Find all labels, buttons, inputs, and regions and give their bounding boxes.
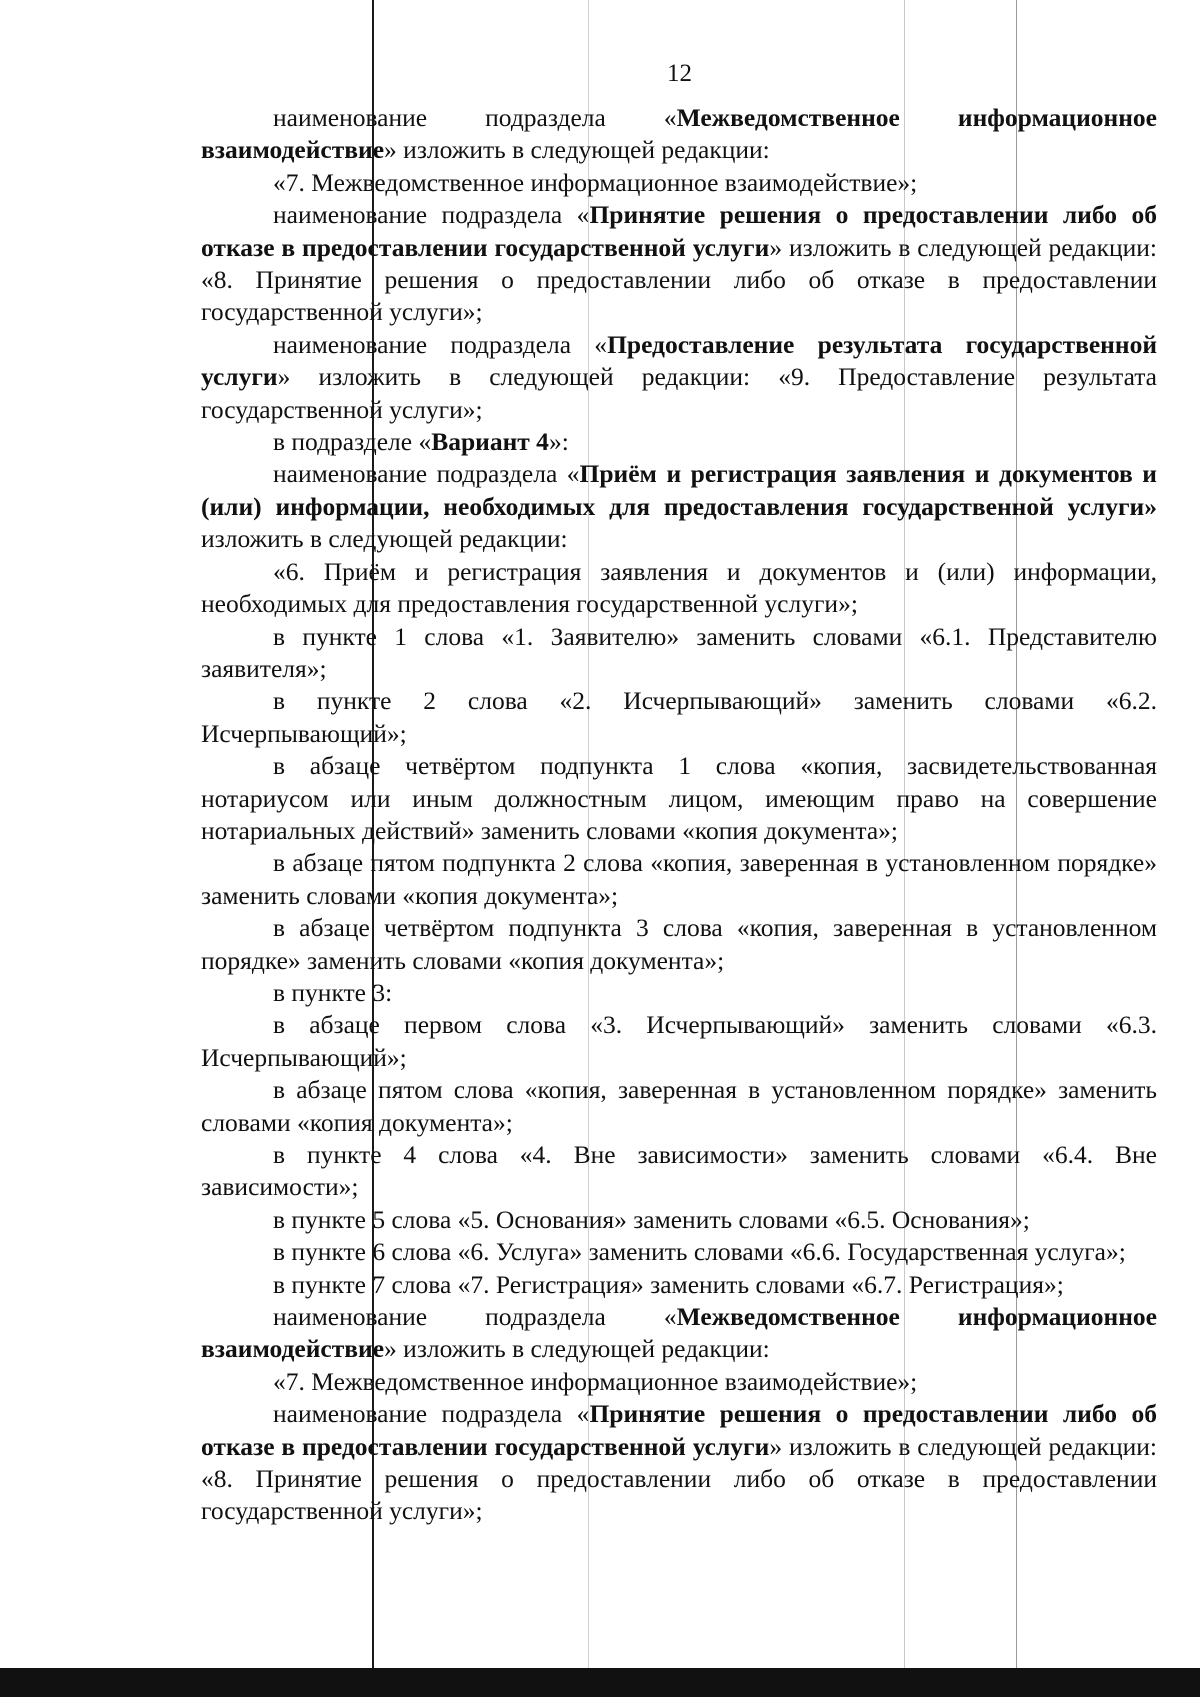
bold-text-segment: Принятие решения о предоставлении либо об отказе в предоставлении государственной услуги [201,1399,1157,1461]
text-segment: » изложить в следующей редакции: «9. Предоставление результата государственной услуги»; [201,362,1157,424]
bold-text-segment: Межведомственное информационное взаимодействие [201,1302,1158,1364]
text-segment: »: [548,427,569,457]
paragraph [201,1009,1157,1074]
text-segment: в пункте 2 слова «2. Исчерпывающий» заменить словами «6.2. Исчерпывающий»; [201,686,1157,748]
text-segment: » изложить в следующей редакции: [384,1334,770,1364]
text-segment: наименование подраздела « [273,1302,677,1332]
paragraph [201,458,1157,555]
text-segment: » изложить в следующей редакции: «8. Принятие решения о предоставлении либо об отказе в предоставлении государственной услуги»; [201,232,1157,327]
bold-text-segment: Принятие решения о предоставлении либо об отказе в предоставлении государственной услуги [201,200,1157,262]
text-segment: наименование подраздела « [273,103,677,132]
page-number: 12 [667,60,692,87]
bold-text-segment: Межведомственное информационное взаимодействие [201,103,1158,165]
paragraph [201,750,1157,847]
paragraph [201,167,1157,199]
paragraph [201,621,1157,686]
text-segment: наименование подраздела « [273,200,590,230]
paragraph [201,1204,1157,1236]
text-segment: в пункте 3: [273,977,393,1007]
text-segment: в пункте 1 слова «1. Заявителю» заменить словами «6.1. Представителю заявителя»; [201,621,1157,683]
text-segment: «7. Межведомственное информационное взаимодействие»; [273,1366,918,1396]
document-body [201,102,1157,1528]
paragraph [201,556,1157,621]
paragraph [201,102,1157,167]
paragraph [201,912,1157,977]
paragraph [201,199,1157,329]
text-segment: в абзаце четвёртом подпункта 1 слова «копия, засвидетельствованная нотариусом или иным должностным лицом, имеющим право на совершение нотариальных действий» заменить словами «копия документа»; [201,751,1157,845]
paragraph [201,1301,1157,1366]
paragraph [201,1074,1157,1139]
text-segment: в абзаце четвёртом подпункта 3 слова «копия, заверенная в установленном порядке» заменить словами «копия документа»; [201,913,1157,975]
paragraph [201,685,1157,750]
text-segment: » изложить в следующей редакции: [384,135,770,165]
text-segment: в пункте 4 слова «4. Вне зависимости» заменить словами «6.4. Вне зависимости»; [201,1140,1157,1202]
bold-text-segment: Вариант 4 [431,427,549,457]
paragraph [201,847,1157,912]
text-segment: изложить в следующей редакции: [201,524,568,554]
paragraph [201,1139,1157,1204]
text-segment: в абзаце пятом слова «копия, заверенная в установленном порядке» заменить словами «копия документа»; [201,1075,1157,1137]
paragraph [201,977,1157,1009]
text-segment: » изложить в следующей редакции: «8. Принятие решения о предоставлении либо об отказе в предоставлении государственной услуги»; [201,1431,1157,1526]
paragraph [201,1398,1157,1528]
paragraph [201,1236,1157,1268]
paragraph [201,1366,1157,1398]
text-segment: наименование подраздела « [273,459,580,489]
scan-bottom-border [0,1668,1200,1697]
paragraph [201,329,1157,426]
bold-text-segment: Предоставление результата государственной услуги [201,329,1158,392]
text-segment: наименование подраздела « [273,329,608,359]
text-segment: в подразделе « [273,427,432,457]
text-segment: в пункте 6 слова «6. Услуга» заменить словами «6.6. Государственная услуга»; [273,1237,1126,1267]
text-segment: в пункте 5 слова «5. Основания» заменить словами «6.5. Основания»; [273,1204,1030,1234]
text-segment: «7. Межведомственное информационное взаимодействие»; [273,167,918,197]
text-segment: в абзаце первом слова «3. Исчерпывающий» заменить словами «6.3. Исчерпывающий»; [201,1010,1157,1072]
text-segment: «6. Приём и регистрация заявления и документов и (или) информации, необходимых для предоставления государственной услуги»; [201,556,1157,619]
paragraph [201,426,1157,458]
text-segment: в пункте 7 слова «7. Регистрация» заменить словами «6.7. Регистрация»; [273,1269,1064,1299]
text-segment: наименование подраздела « [273,1399,590,1429]
bold-text-segment: Приём и регистрация заявления и документов и (или) информации, необходимых для предоставления государственной услуги» [201,459,1157,521]
paragraph [201,1269,1157,1301]
text-segment: в абзаце пятом подпункта 2 слова «копия, заверенная в установленном порядке» заменить словами «копия документа»; [201,848,1157,910]
